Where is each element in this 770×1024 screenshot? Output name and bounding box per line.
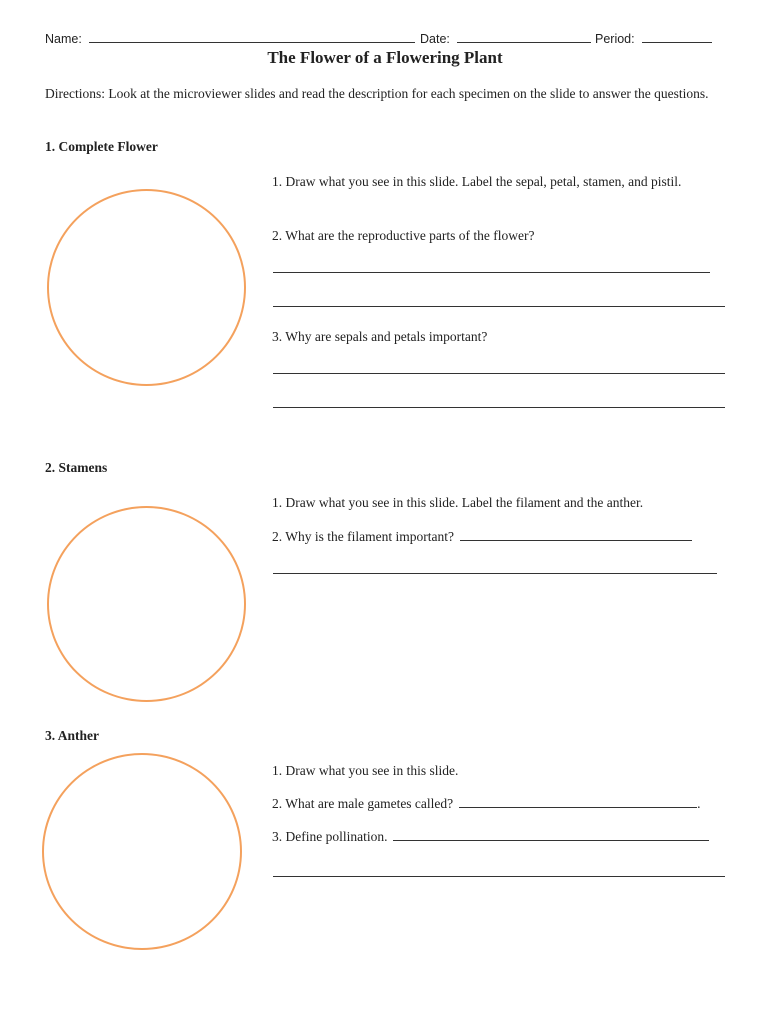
question-1-2: 2. What are the reproductive parts of the flower?: [272, 228, 535, 243]
question-2-1: 1. Draw what you see in this slide. Label the filament and the anther.: [272, 495, 644, 510]
period-field-row: [595, 30, 712, 46]
period-blank[interactable]: [642, 30, 712, 43]
date-blank[interactable]: [457, 30, 591, 43]
answer-line-3-3[interactable]: [273, 876, 725, 877]
drawing-circle-complete-flower[interactable]: [47, 189, 246, 386]
answer-line-1-3b[interactable]: [273, 407, 725, 408]
drawing-circle-stamens[interactable]: [47, 506, 246, 702]
name-blank[interactable]: [89, 30, 415, 43]
question-3-2-row: 2. What are male gametes called? .: [272, 796, 701, 811]
question-1-3: 3. Why are sepals and petals important?: [272, 329, 488, 344]
worksheet-title: The Flower of a Flowering Plant: [267, 48, 503, 67]
answer-line-1-2a[interactable]: [273, 272, 710, 273]
name-label: Name:: [45, 32, 82, 46]
question-2-2: 2. Why is the filament important?: [272, 529, 454, 544]
question-3-3: 3. Define pollination.: [272, 829, 388, 844]
question-3-3-row: [272, 827, 732, 847]
answer-inline-3-2[interactable]: [459, 795, 697, 808]
answer-line-1-2b[interactable]: [273, 306, 725, 307]
question-3-2: 2. What are male gametes called?: [272, 796, 454, 811]
question-1-1: 1. Draw what you see in this slide. Label the sepal, petal, stamen, and pistil.: [272, 174, 682, 189]
date-label: Date:: [420, 32, 450, 46]
section-stamens-heading: 2. Stamens: [45, 460, 108, 475]
drawing-circle-anther[interactable]: [42, 753, 242, 950]
directions-text: Directions: Look at the microviewer slides and read the description for each specimen on the slide to answer the questions.: [45, 86, 709, 101]
question-2-2-row: [272, 527, 732, 547]
section-complete-flower-heading: 1. Complete Flower: [45, 139, 158, 154]
answer-inline-2-2[interactable]: [460, 528, 692, 541]
answer-inline-3-3[interactable]: [393, 828, 709, 841]
answer-line-2-2[interactable]: [273, 573, 717, 574]
date-field-row: [420, 30, 591, 46]
name-field-row: [45, 30, 415, 46]
question-3-1: 1. Draw what you see in this slide.: [272, 763, 459, 778]
period-label: Period:: [595, 32, 635, 46]
answer-line-1-3a[interactable]: [273, 373, 725, 374]
section-anther-heading: 3. Anther: [45, 728, 99, 743]
